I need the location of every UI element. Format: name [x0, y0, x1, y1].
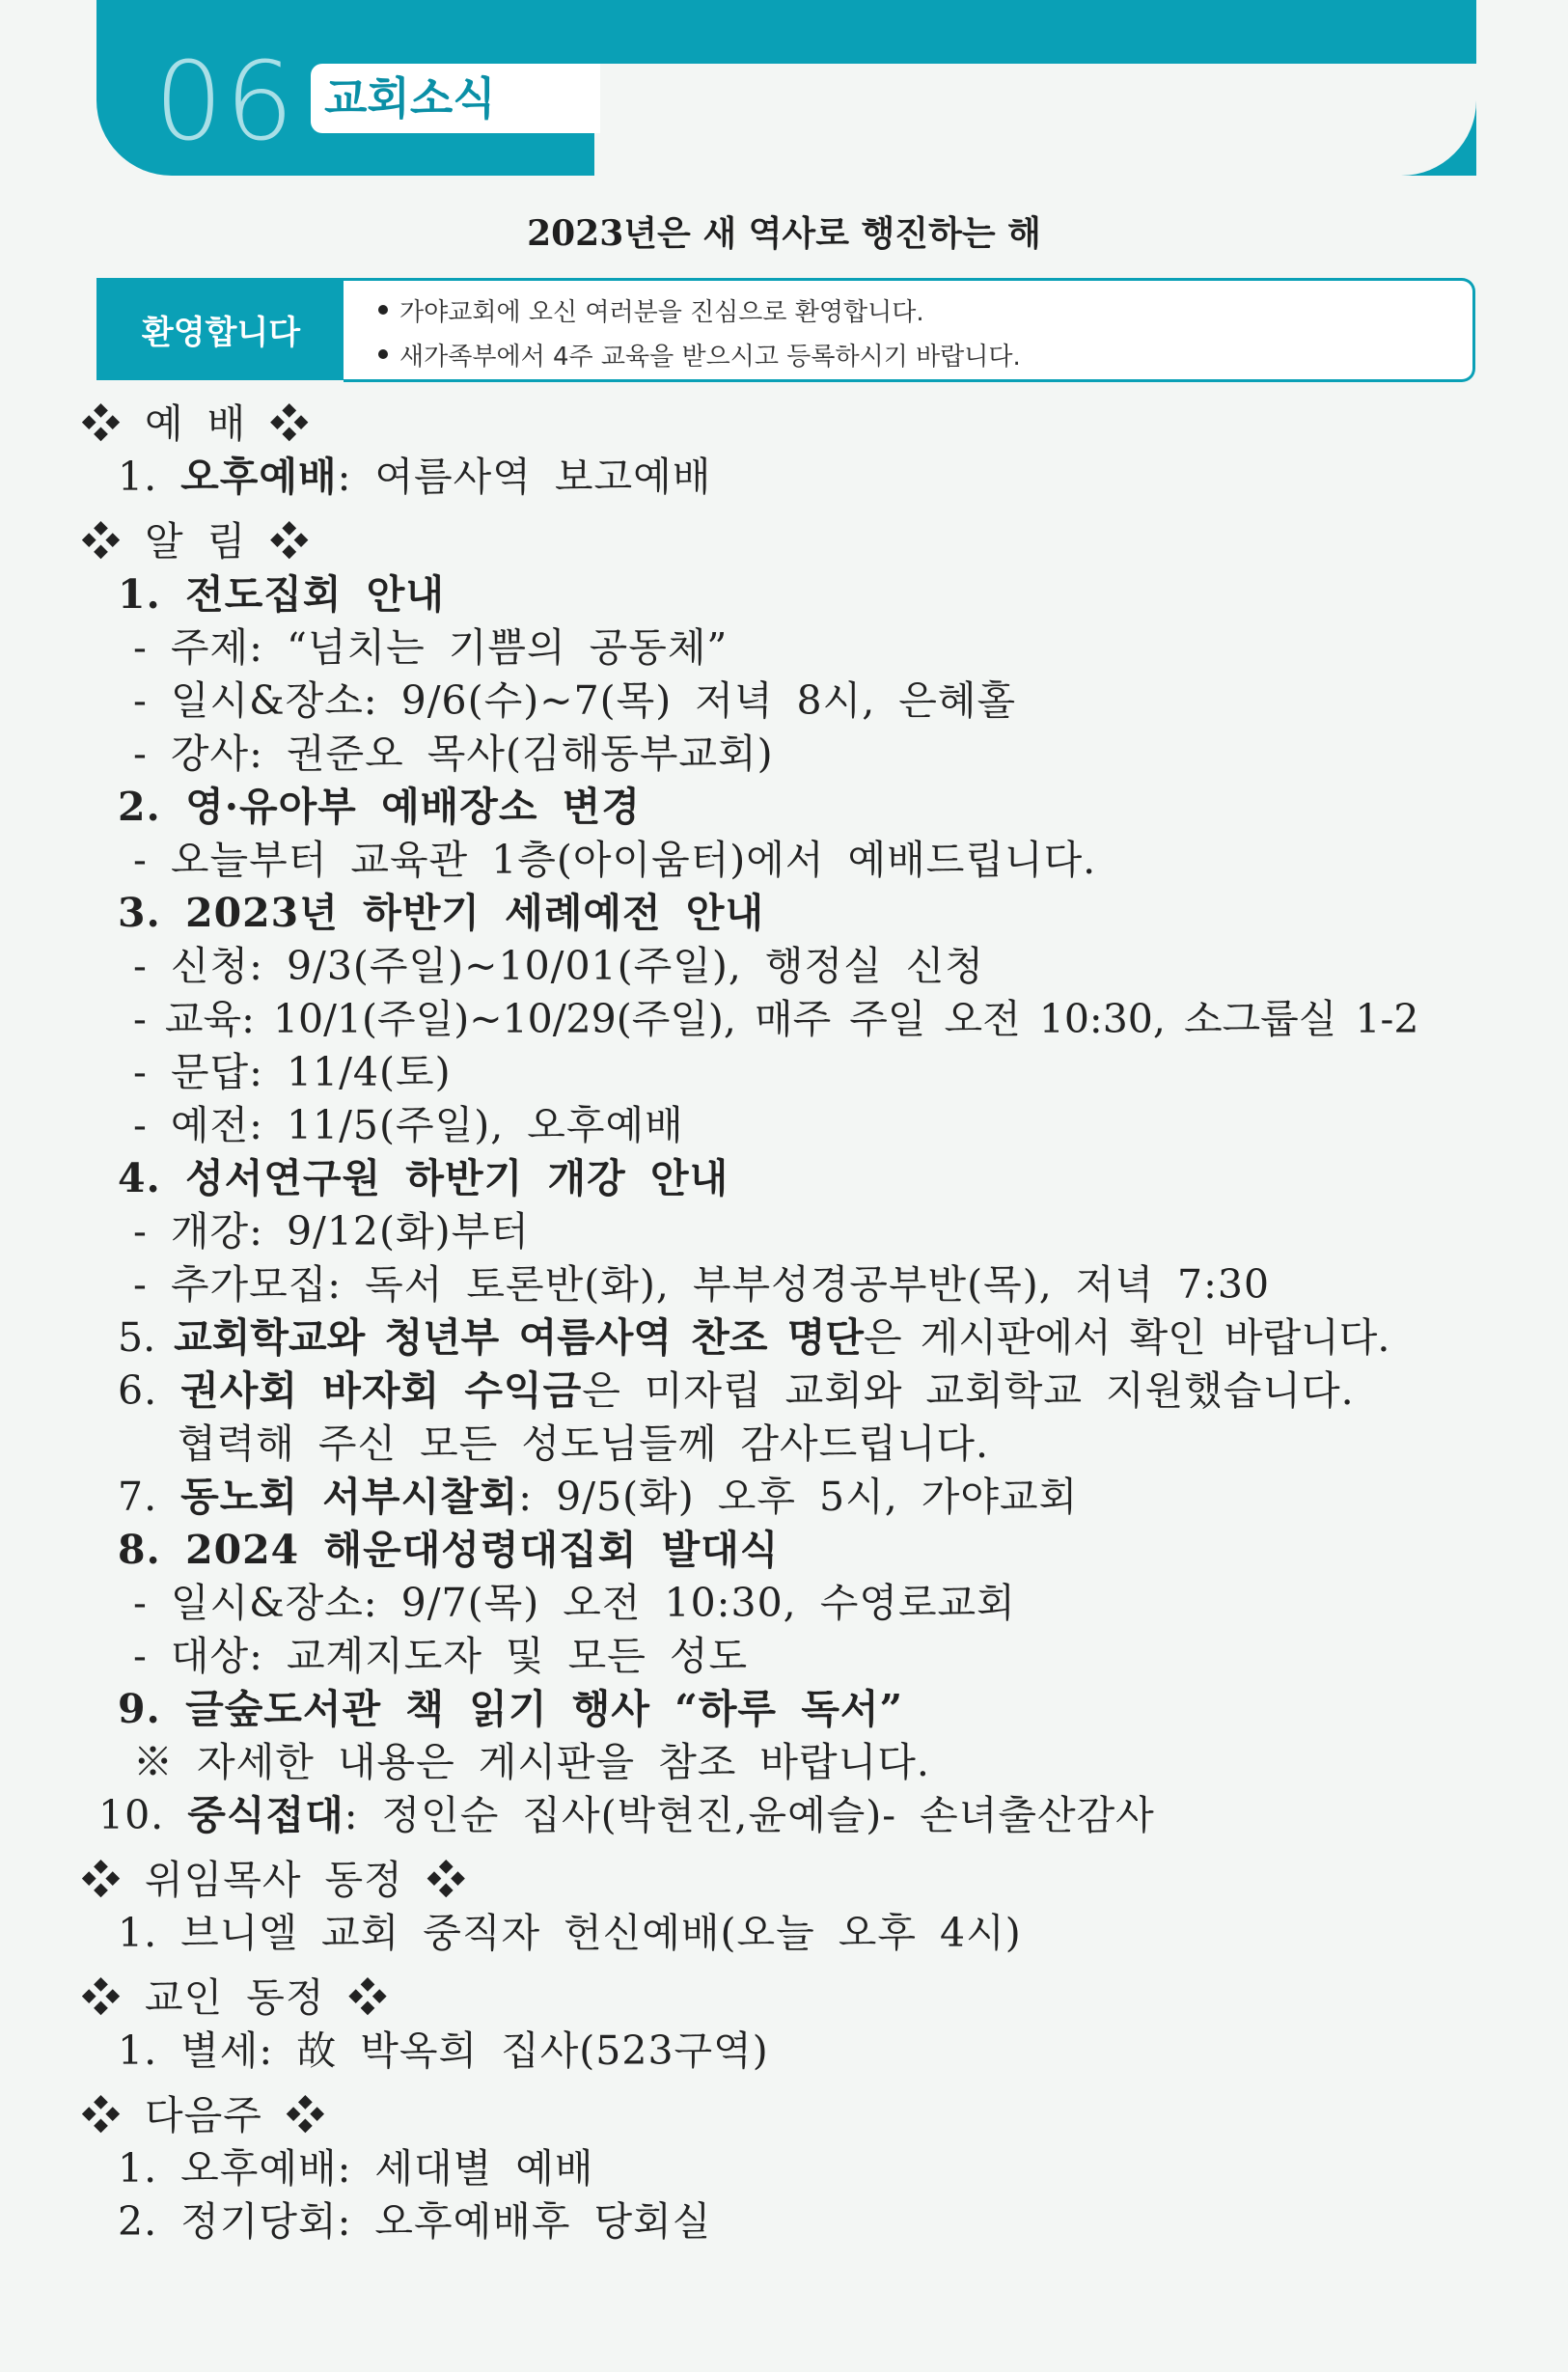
welcome-box	[344, 278, 1475, 382]
list-item: 1. 오후예배: 여름사역 보고예배	[118, 454, 712, 500]
announcements	[81, 398, 1509, 2248]
list-detail: 협력해 주신 모든 성도님들께 감사드립니다.	[178, 1420, 990, 1467]
list-item: 2. 정기당회: 오후예배후 당회실	[118, 2198, 712, 2245]
list-item: 5. 교회학교와 청년부 여름사역 찬조 명단은 게시판에서 확인 바랍니다.	[118, 1314, 1390, 1361]
pastor-heading: ❖ 위임목사 동정 ❖	[81, 1857, 467, 1903]
worship-heading: ❖ 예 배 ❖	[81, 400, 311, 447]
list-detail: ※ 자세한 내용은 게시판을 참조 바랍니다.	[133, 1739, 930, 1785]
list-detail: - 일시&장소: 9/6(수)~7(목) 저녁 8시, 은혜홀	[133, 677, 1017, 724]
section-banner	[96, 0, 1476, 176]
welcome-line: 가야교회에 오신 여러분을 진심으로 환영합니다.	[378, 292, 924, 328]
welcome-line: 새가족부에서 4주 교육을 받으시고 등록하시기 바랍니다.	[378, 337, 1021, 372]
bullet-icon	[378, 349, 388, 359]
list-item: 9. 글숲도서관 책 읽기 행사 “하루 독서”	[118, 1686, 904, 1732]
list-item: 2. 영·유아부 예배장소 변경	[118, 784, 641, 830]
list-detail: - 추가모집: 독서 토론반(화), 부부성경공부반(목), 저녁 7:30	[133, 1261, 1271, 1308]
list-detail: - 개강: 9/12(화)부터	[133, 1208, 530, 1255]
list-item: 6. 권사회 바자회 수익금은 미자립 교회와 교회학교 지원했습니다.	[118, 1367, 1355, 1414]
yearly-theme: 2023년은 새 역사로 행진하는 해	[527, 213, 1041, 254]
list-detail: - 일시&장소: 9/7(목) 오전 10:30, 수영로교회	[133, 1580, 1016, 1626]
list-detail: - 교육: 10/1(주일)~10/29(주일), 매주 주일 오전 10:30, 소그룹실 1-2	[133, 996, 1419, 1042]
welcome-label: 환영합니다	[96, 278, 345, 380]
list-item: 8. 2024 해운대성령대집회 발대식	[118, 1527, 780, 1573]
members-heading: ❖ 교인 동정 ❖	[81, 1974, 389, 2021]
next-week-heading: ❖ 다음주 ❖	[81, 2092, 326, 2138]
list-item: 4. 성서연구원 하반기 개강 안내	[118, 1155, 729, 1201]
list-item: 1. 전도집회 안내	[118, 571, 446, 618]
list-detail: - 대상: 교계지도자 및 모든 성도	[133, 1633, 749, 1679]
list-detail: - 문답: 11/4(토)	[133, 1049, 452, 1095]
list-item: 3. 2023년 하반기 세례예전 안내	[118, 890, 765, 936]
list-detail: - 강사: 권준오 목사(김해동부교회)	[133, 731, 774, 777]
banner-cutout	[594, 64, 1476, 176]
notice-heading: ❖ 알 림 ❖	[81, 518, 311, 565]
section-number: 06	[154, 40, 296, 165]
list-detail: - 예전: 11/5(주일), 오후예배	[133, 1102, 684, 1148]
list-item: 1. 오후예배: 세대별 예배	[118, 2145, 594, 2192]
list-item: 10. 중식접대: 정인순 집사(박현진,윤예슬)- 손녀출산감사	[98, 1792, 1155, 1838]
list-detail: - 주제: “넘치는 기쁨의 공동체”	[133, 624, 729, 671]
list-detail: - 오늘부터 교육관 1층(아이움터)에서 예배드립니다.	[133, 837, 1097, 883]
list-item: 1. 브니엘 교회 중직자 헌신예배(오늘 오후 4시)	[118, 1910, 1022, 1956]
list-item: 7. 동노회 서부시찰회: 9/5(화) 오후 5시, 가야교회	[118, 1474, 1079, 1520]
bullet-icon	[378, 305, 388, 315]
list-item: 1. 별세: 故 박옥희 집사(523구역)	[118, 2027, 769, 2074]
section-title: 교회소식	[324, 72, 496, 124]
list-detail: - 신청: 9/3(주일)~10/01(주일), 행정실 신청	[133, 943, 984, 989]
